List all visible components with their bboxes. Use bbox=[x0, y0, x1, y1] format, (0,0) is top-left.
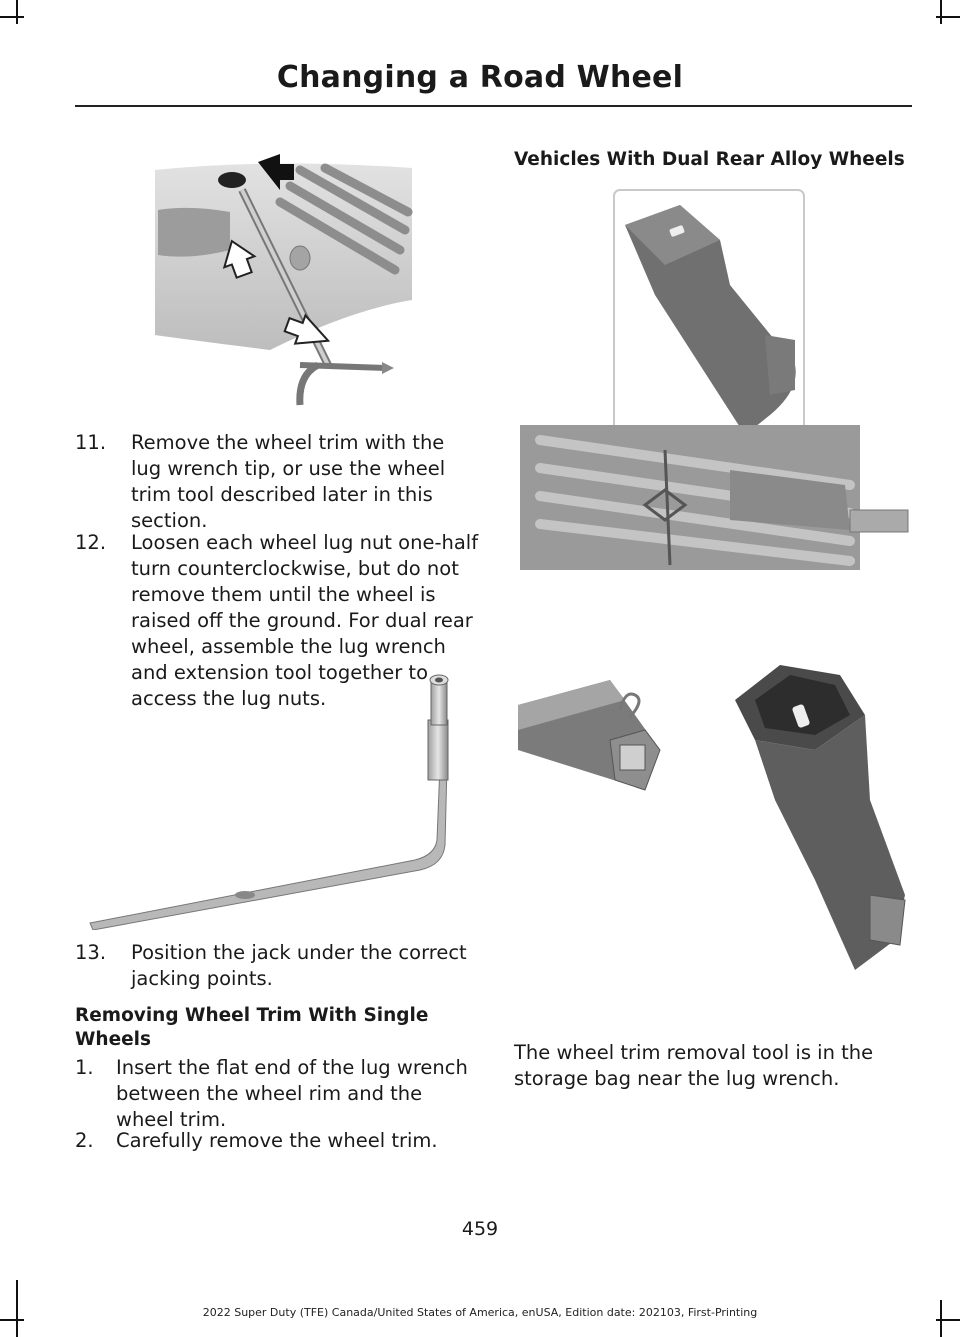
wheel-trim-tool-location-text: The wheel trim removal tool is in the storage bag near the lug wrench. bbox=[514, 1041, 874, 1090]
wheel-trim-removal-illustration bbox=[150, 150, 420, 415]
step-number: 2. bbox=[75, 1129, 94, 1152]
lug-wrench-illustration bbox=[85, 665, 480, 930]
step-13 bbox=[75, 940, 480, 996]
single-wheel-step-1 bbox=[75, 1055, 480, 1135]
extension-and-socket-illustration bbox=[515, 640, 910, 1015]
crop-mark-top-right-v bbox=[940, 0, 942, 24]
crop-mark-top-left-v bbox=[16, 0, 18, 24]
tool-storage-bag-illustration bbox=[515, 185, 910, 580]
step-11 bbox=[75, 430, 480, 532]
page-title: Changing a Road Wheel bbox=[276, 60, 684, 95]
header-rule bbox=[75, 105, 912, 107]
step-text: Carefully remove the wheel trim. bbox=[116, 1129, 438, 1152]
step-text: Insert the flat end of the lug wrench between the wheel rim and the wheel trim. bbox=[116, 1056, 468, 1131]
section-heading-single-wheels: Removing Wheel Trim With Single Wheels bbox=[75, 1005, 429, 1050]
crop-mark-bottom-right-h bbox=[936, 1319, 960, 1321]
step-text: Loosen each wheel lug nut one-half turn counterclockwise, but do not remove them until the wheel is raised off the ground. For dual rear wheel, assemble the lug wrench and extension tool together to access the lug nuts. bbox=[131, 531, 479, 710]
step-number: 13. bbox=[75, 941, 107, 964]
edition-footer: 2022 Super Duty (TFE) Canada/United States of America, enUSA, Edition date: 202103, First-Printing bbox=[202, 1306, 758, 1319]
step-number: 11. bbox=[75, 431, 107, 454]
single-wheel-step-2 bbox=[75, 1128, 480, 1158]
crop-mark-bottom-left-h bbox=[0, 1319, 24, 1321]
step-text: Remove the wheel trim with the lug wrench tip, or use the wheel trim tool described later in this section. bbox=[131, 431, 446, 532]
step-number: 1. bbox=[75, 1056, 94, 1079]
crop-mark-top-left-h bbox=[0, 16, 24, 18]
step-number: 12. bbox=[75, 531, 107, 554]
step-text: Position the jack under the correct jacking points. bbox=[131, 941, 467, 990]
section-heading-dual-rear-alloy: Vehicles With Dual Rear Alloy Wheels bbox=[514, 149, 905, 170]
page-number: 459 bbox=[461, 1218, 499, 1240]
step-12 bbox=[75, 530, 480, 710]
crop-mark-top-right-h bbox=[936, 16, 960, 18]
